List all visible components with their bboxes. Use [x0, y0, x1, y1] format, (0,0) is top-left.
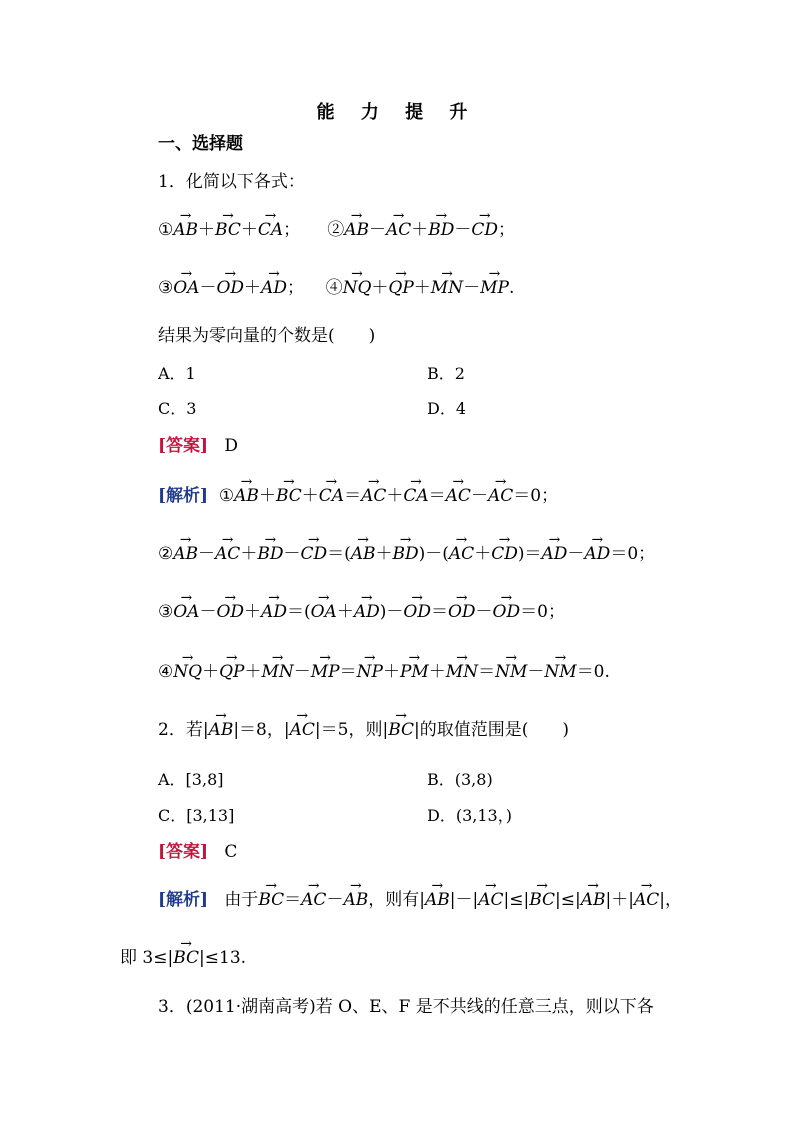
q2-stem-part: |＝5，则|: [314, 720, 389, 740]
q1-expr-row-2: ③→ OA－→ OD＋→ AD； ④→ NQ＋→ QP＋→ MN－→ MP.: [158, 276, 514, 300]
q2-stem-part: |的取值范围是( ): [414, 720, 570, 740]
q2-option-a: A．[3,8]: [158, 770, 224, 789]
q2-option-c: C．[3,13]: [158, 806, 235, 825]
circled-2: ②: [327, 220, 345, 240]
circled-4: ④: [325, 278, 343, 298]
q1-analysis-line-3: ③→ OA－→ OD＋→ AD＝(→ OA＋→ AD)－→ OD＝→ OD－→ OD＝0；: [158, 600, 565, 624]
conclusion-text: |≤13.: [199, 948, 247, 968]
analysis-text: 由于: [224, 890, 259, 910]
answer-tag: [答案]: [158, 842, 209, 862]
q2-option-d: D．(3,13，): [427, 806, 512, 825]
q1-expr-row-1: ①→ AB＋→ BC＋→ CA； ②→ AB－→ AC＋→ BD－→ CD；: [158, 218, 515, 242]
q2-option-b: B．(3,8): [427, 770, 493, 789]
q1-option-c: C．3: [158, 399, 197, 418]
q1-question: 结果为零向量的个数是( ): [158, 326, 376, 346]
q1-option-d: D．4: [427, 399, 467, 418]
q1-analysis-line-1: [解析] ①→ AB＋→ BC＋→ CA＝→ AC＋→ CA＝→ AC－→ AC＝0；: [158, 484, 558, 508]
page-title: 能 力 提 升: [316, 102, 478, 123]
q1-option-a: A．1: [158, 364, 196, 383]
q2-answer: [158, 840, 237, 864]
q1-answer: [158, 434, 238, 458]
q2-stem-part: 2．若|: [158, 720, 209, 740]
analysis-tag: [解析]: [158, 890, 209, 910]
section-heading: 一、选择题: [158, 134, 243, 154]
circled-1: ①: [158, 220, 174, 240]
answer-tag: [答案]: [158, 436, 209, 456]
conclusion-text: 即 3≤|: [120, 948, 174, 968]
answer-value: D: [224, 436, 238, 456]
analysis-text: ，则有: [368, 890, 420, 910]
analysis-tag: [解析]: [158, 486, 209, 506]
q2-conclusion: 即 3≤|→ BC|≤13.: [120, 946, 246, 970]
q1-analysis-line-4: ④→ NQ＋→ QP＋→ MN－→ MP＝→ NP＋→ PM＋→ MN＝→ NM－→ NM＝0.: [158, 660, 610, 684]
q3-stem: 3．(2011·湖南高考)若 O、E、F 是不共线的任意三点，则以下各: [158, 997, 654, 1017]
q2-stem: 2．若|→ AB|＝8，|→ AC|＝5，则|→ BC|的取值范围是( ): [158, 718, 569, 742]
q1-analysis-line-2: ②→ AB－→ AC＋→ BD－→ CD＝(→ AB＋→ BD)－(→ AC＋→ CD)＝→ AD－→ AD＝0；: [158, 542, 655, 566]
answer-value: C: [224, 842, 238, 862]
q1-option-b: B．2: [427, 364, 465, 383]
q1-stem: 1．化简以下各式：: [158, 172, 305, 192]
q2-stem-part: |＝8，|: [233, 720, 290, 740]
circled-3: ③: [158, 278, 174, 298]
q2-analysis: [解析] 由于→ BC＝→ AC－→ AB，则有|→ AB|－|→ AC|≤|→ BC|≤|→ AB|＋|→ AC|，: [158, 888, 682, 912]
